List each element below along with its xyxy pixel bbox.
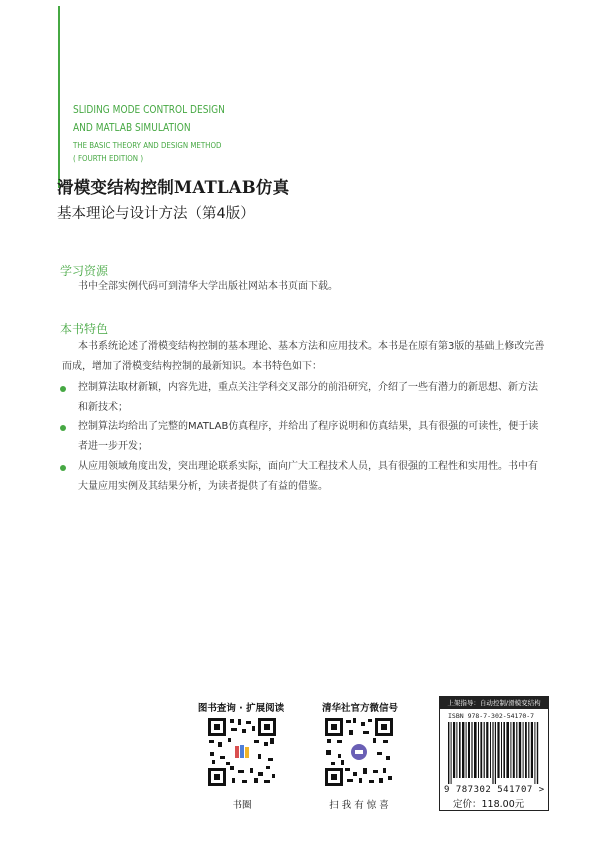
bullet-dot	[60, 386, 66, 392]
feature-bullet-2-line-2: 者进一步开发；	[78, 441, 148, 452]
english-subtitle	[73, 139, 221, 165]
qr-code-shuquan[interactable]	[206, 716, 278, 788]
shelving-category: 上架指导：自动控制/滑模变结构	[440, 697, 548, 709]
feature-bullet-1-line-1: 控制算法取材新颖，内容先进，重点关注学科交叉部分的前沿研究，介绍了一些有潜力的新思想、新方法	[78, 382, 538, 393]
barcode-digits: 9 787302 541707 >	[444, 785, 545, 795]
bullet-dot	[60, 465, 66, 471]
qr-left-caption: 书圈	[232, 800, 252, 811]
book-title: 滑模变结构控制MATLAB仿真	[57, 178, 290, 197]
accent-line	[58, 6, 60, 188]
feature-bullet-1-line-2: 和新技术；	[78, 402, 128, 413]
english-title	[73, 101, 245, 137]
features-heading: 本书特色	[60, 322, 109, 336]
qr-right-label: 清华社官方微信号	[321, 703, 398, 714]
resources-heading: 学习资源	[60, 264, 109, 278]
english-title-line-1: SLIDING MODE CONTROL DESIGN	[73, 104, 225, 116]
qr-right-caption: 扫 我 有 惊 喜	[329, 800, 389, 811]
resources-text: 书中全部实例代码可到清华大学出版社网站本书页面下载。	[78, 281, 338, 292]
qr-code-wechat[interactable]	[323, 716, 395, 788]
isbn-barcode-block	[439, 696, 549, 811]
english-title-line-2: AND MATLAB SIMULATION	[73, 122, 191, 134]
price: 定价：118.00元	[453, 799, 525, 810]
features-intro-line-2: 而成，增加了滑模变结构控制的最新知识。本书特色如下：	[62, 361, 322, 372]
book-subtitle: 基本理论与设计方法（第4版）	[57, 206, 255, 222]
qr-left-label: 图书查询 · 扩展阅读	[197, 703, 285, 714]
barcode-icon	[448, 722, 540, 784]
features-intro-line-1: 本书系统论述了滑模变结构控制的基本理论、基本方法和应用技术。本书是在原有第3版的基础上修改完善	[78, 341, 545, 352]
feature-bullet-3-line-1: 从应用领域角度出发，突出理论联系实际，面向广大工程技术人员，具有很强的工程性和实用性。书中有	[78, 461, 538, 472]
feature-bullet-2-line-1: 控制算法均给出了完整的MATLAB仿真程序，并给出了程序说明和仿真结果，具有很强的可读性，便于读	[78, 421, 539, 432]
isbn-text: ISBN 978-7-302-54170-7	[448, 712, 535, 720]
english-subtitle-line-2: ( FOURTH EDITION )	[73, 153, 144, 163]
feature-bullet-3-line-2: 大量应用实例及其结果分析，为读者提供了有益的借鉴。	[78, 481, 328, 492]
bullet-dot	[60, 425, 66, 431]
english-subtitle-line-1: THE BASIC THEORY AND DESIGN METHOD	[73, 140, 222, 150]
